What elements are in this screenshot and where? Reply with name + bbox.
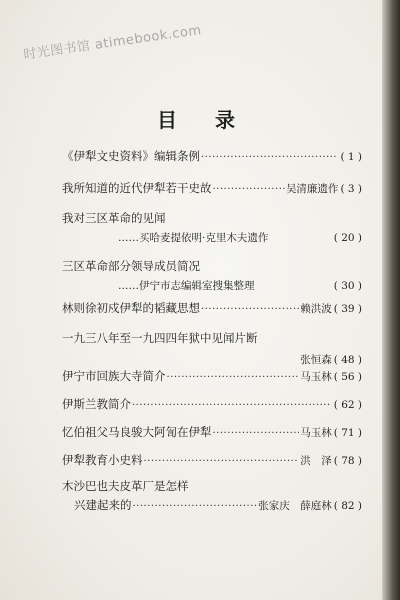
entry-author: ……买哈麦提依明·克里木夫遗作 [118,232,269,244]
entry-title: 我对三区革命的见闻 [62,211,166,225]
leader-dots [213,184,285,195]
toc-entry [62,258,362,294]
toc-entry [62,330,362,368]
leader-dots [213,428,300,439]
entry-page: ( 30 ) [333,280,362,292]
entry-author: 洪 泽 [300,455,332,467]
binding-edge [382,0,400,600]
entry-page: ( 56 ) [333,371,362,383]
entry-page: ( 82 ) [333,500,362,512]
leader-dots [144,456,300,467]
toc-entry [62,368,362,384]
entry-page: ( 1 ) [340,151,362,163]
entry-title: 伊犁教育小史料 [62,453,143,467]
entry-author: 吴清廉遗作 [285,183,339,195]
entry-author: 张恒森 [300,354,332,366]
entry-title: 三区革命部分领导成员简况 [62,259,200,273]
toc-entry [62,396,362,412]
entry-page: ( 71 ) [333,427,362,439]
leader-dots [201,152,337,163]
page-title: 目录 [157,108,273,132]
toc-entry [62,148,362,164]
toc-entry [62,180,362,196]
entry-author: ……伊宁市志编辑室搜集整理 [118,280,255,292]
entry-page: ( 62 ) [333,399,362,411]
entry-title: 《伊犁文史资料》编辑条例 [62,149,200,163]
entry-title: 忆伯祖父马良骏大阿訇在伊犁 [62,425,212,439]
leader-dots [133,501,258,512]
toc-entry [62,210,362,246]
entry-author: 张家庆 薛庭林 [258,500,332,512]
entry-page: ( 39 ) [333,303,362,315]
entry-author: 赖洪波 [300,303,332,315]
toc-entry [62,300,362,316]
entry-title: 一九三八年至一九四四年狱中见闻片断 [62,331,258,345]
toc-entry [62,478,362,513]
entry-title: 伊宁市回族大寺简介 [62,369,166,383]
entry-title: 伊斯兰教简介 [62,397,131,411]
entry-page: ( 20 ) [333,232,362,244]
entry-title: 我所知道的近代伊犁若干史故 [62,181,212,195]
leader-dots [167,372,300,383]
entry-author: 马玉林 [300,427,332,439]
entry-author: 马玉林 [300,371,332,383]
leader-dots [201,304,299,315]
entry-title-continued: 兴建起来的 [74,498,132,512]
leader-dots [132,400,331,411]
watermark: 时光图书馆 atimebook.com [22,22,203,63]
entry-title: 林则徐初戍伊犁的韬藏思想 [62,301,200,315]
toc-entry [62,424,362,440]
entry-page: ( 78 ) [333,455,362,467]
entry-page: ( 48 ) [333,354,362,366]
entry-page: ( 3 ) [340,183,362,195]
toc-entry [62,452,362,468]
entry-title: 木沙巴也夫皮革厂是怎样 [62,479,189,493]
